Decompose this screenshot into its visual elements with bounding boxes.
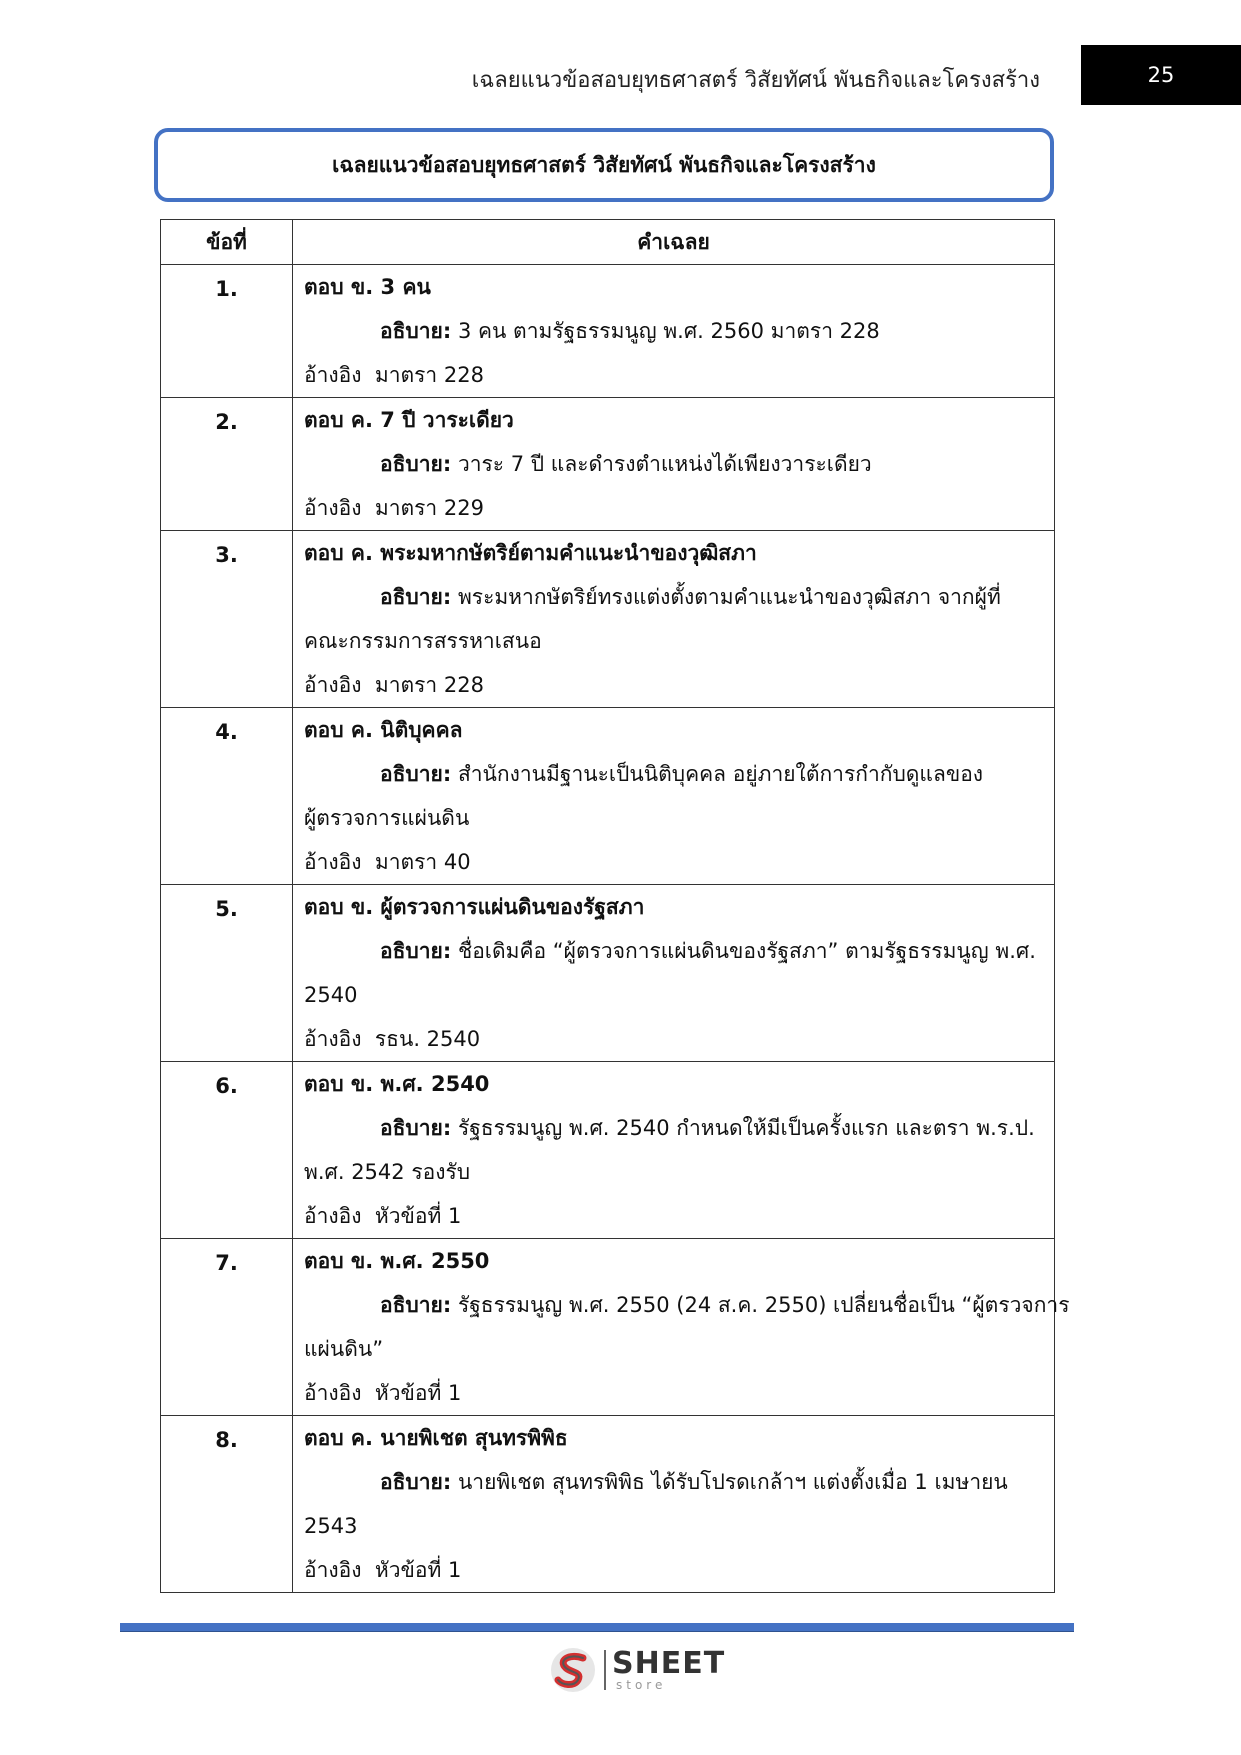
sheet-store-logo-mark-icon — [548, 1645, 598, 1695]
table-row — [161, 531, 1055, 708]
sheet-store-logo — [548, 1645, 725, 1695]
table-row — [161, 708, 1055, 885]
page-number-box — [1081, 45, 1241, 105]
answer-line: ตอบ ข. ผู้ตรวจการแผ่นดินของรัฐสภา — [304, 895, 645, 919]
answer-line: ตอบ ข. 3 คน — [304, 275, 431, 299]
reference-line: อ้างอิง มาตรา 229 — [304, 496, 484, 520]
reference-line: อ้างอิง หัวข้อที่ 1 — [304, 1381, 462, 1405]
answer-cell — [293, 265, 1055, 398]
explanation-text: นายพิเชต สุนทรพิพิธ ได้รับโปรดเกล้าฯ แต่งตั้งเมื่อ 1 เมษายน — [451, 1470, 1008, 1494]
section-title-frame — [154, 128, 1054, 202]
question-number: 5. — [161, 885, 293, 1062]
question-number: 1. — [161, 265, 293, 398]
reference-line: อ้างอิง มาตรา 228 — [304, 363, 484, 387]
explanation-text: รัฐธรรมนูญ พ.ศ. 2540 กำหนดให้มีเป็นครั้งแรก และตรา พ.ร.ป. — [451, 1116, 1035, 1140]
answer-line: ตอบ ค. พระมหากษัตริย์ตามคำแนะนำของวุฒิสภา — [304, 541, 757, 565]
column-header-number: ข้อที่ — [161, 220, 293, 265]
answer-line: ตอบ ค. นิติบุคคล — [304, 718, 463, 742]
explanation-continuation: 2543 — [304, 1514, 358, 1538]
logo-sub: store — [616, 1678, 667, 1692]
explanation-continuation: คณะกรรมการสรรหาเสนอ — [304, 629, 542, 653]
question-number: 4. — [161, 708, 293, 885]
logo-text — [612, 1646, 726, 1692]
explanation-label: อธิบาย: — [380, 762, 452, 786]
answer-cell — [293, 1416, 1055, 1593]
reference-line: อ้างอิง มาตรา 228 — [304, 673, 484, 697]
explanation-label: อธิบาย: — [380, 319, 452, 343]
question-number: 7. — [161, 1239, 293, 1416]
reference-line: อ้างอิง หัวข้อที่ 1 — [304, 1204, 462, 1228]
explanation-continuation: แผ่นดิน” — [304, 1337, 384, 1361]
explanation-line — [304, 1106, 1043, 1150]
answer-cell — [293, 398, 1055, 531]
answer-cell — [293, 885, 1055, 1062]
answer-cell — [293, 1062, 1055, 1239]
explanation-label: อธิบาย: — [380, 452, 452, 476]
table-header-row — [161, 220, 1055, 265]
answer-line: ตอบ ข. พ.ศ. 2540 — [304, 1072, 490, 1096]
explanation-text: พระมหากษัตริย์ทรงแต่งตั้งตามคำแนะนำของวุฒิสภา จากผู้ที่ — [451, 585, 1001, 609]
explanation-line — [304, 752, 1043, 796]
logo-word: SHEET — [612, 1646, 726, 1681]
explanation-label: อธิบาย: — [380, 1293, 452, 1317]
column-header-answer: คำเฉลย — [293, 220, 1055, 265]
explanation-text: ชื่อเดิมคือ “ผู้ตรวจการแผ่นดินของรัฐสภา” ตามรัฐธรรมนูญ พ.ศ. — [451, 939, 1036, 963]
explanation-continuation: พ.ศ. 2542 รองรับ — [304, 1160, 471, 1184]
question-number: 6. — [161, 1062, 293, 1239]
logo-separator — [604, 1650, 606, 1690]
table-row — [161, 265, 1055, 398]
table-row — [161, 1416, 1055, 1593]
explanation-text: วาระ 7 ปี และดำรงตำแหน่งได้เพียงวาระเดียว — [451, 452, 872, 476]
explanation-label: อธิบาย: — [380, 1116, 452, 1140]
table-row — [161, 1062, 1055, 1239]
explanation-text: รัฐธรรมนูญ พ.ศ. 2550 (24 ส.ค. 2550) เปลี่ยนชื่อเป็น “ผู้ตรวจการ — [451, 1293, 1070, 1317]
reference-line: อ้างอิง มาตรา 40 — [304, 850, 471, 874]
table-row — [161, 885, 1055, 1062]
reference-line: อ้างอิง รธน. 2540 — [304, 1027, 481, 1051]
answer-line: ตอบ ค. 7 ปี วาระเดียว — [304, 408, 514, 432]
explanation-line — [304, 309, 1043, 353]
explanation-text: 3 คน ตามรัฐธรรมนูญ พ.ศ. 2560 มาตรา 228 — [451, 319, 880, 343]
explanation-text: สำนักงานมีฐานะเป็นนิติบุคคล อยู่ภายใต้การกำกับดูแลของ — [451, 762, 984, 786]
explanation-label: อธิบาย: — [380, 939, 452, 963]
page-number: 25 — [1147, 63, 1175, 87]
reference-line: อ้างอิง หัวข้อที่ 1 — [304, 1558, 462, 1582]
explanation-label: อธิบาย: — [380, 1470, 452, 1494]
answer-line: ตอบ ข. พ.ศ. 2550 — [304, 1249, 490, 1273]
explanation-line — [304, 575, 1043, 619]
running-title: เฉลยแนวข้อสอบยุทธศาสตร์ วิสัยทัศน์ พันธกิจและโครงสร้าง — [471, 68, 1040, 93]
explanation-continuation: ผู้ตรวจการแผ่นดิน — [304, 806, 470, 830]
explanation-continuation: 2540 — [304, 983, 358, 1007]
answer-table — [160, 219, 1070, 1593]
question-number: 3. — [161, 531, 293, 708]
answer-cell — [293, 708, 1055, 885]
question-number: 2. — [161, 398, 293, 531]
table-row — [161, 398, 1055, 531]
explanation-line — [304, 442, 1043, 486]
table-row — [161, 1239, 1055, 1416]
explanation-line — [304, 929, 1043, 973]
section-title: เฉลยแนวข้อสอบยุทธศาสตร์ วิสัยทัศน์ พันธกิจและโครงสร้าง — [332, 152, 876, 177]
answer-table-body — [161, 265, 1070, 1593]
answer-cell — [293, 531, 1055, 708]
answer-line: ตอบ ค. นายพิเชต สุนทรพิพิธ — [304, 1426, 568, 1450]
explanation-label: อธิบาย: — [380, 585, 452, 609]
explanation-line — [304, 1283, 1070, 1327]
footer-rule — [120, 1623, 1074, 1632]
answer-cell — [293, 1239, 1070, 1416]
question-number: 8. — [161, 1416, 293, 1593]
explanation-line — [304, 1460, 1043, 1504]
